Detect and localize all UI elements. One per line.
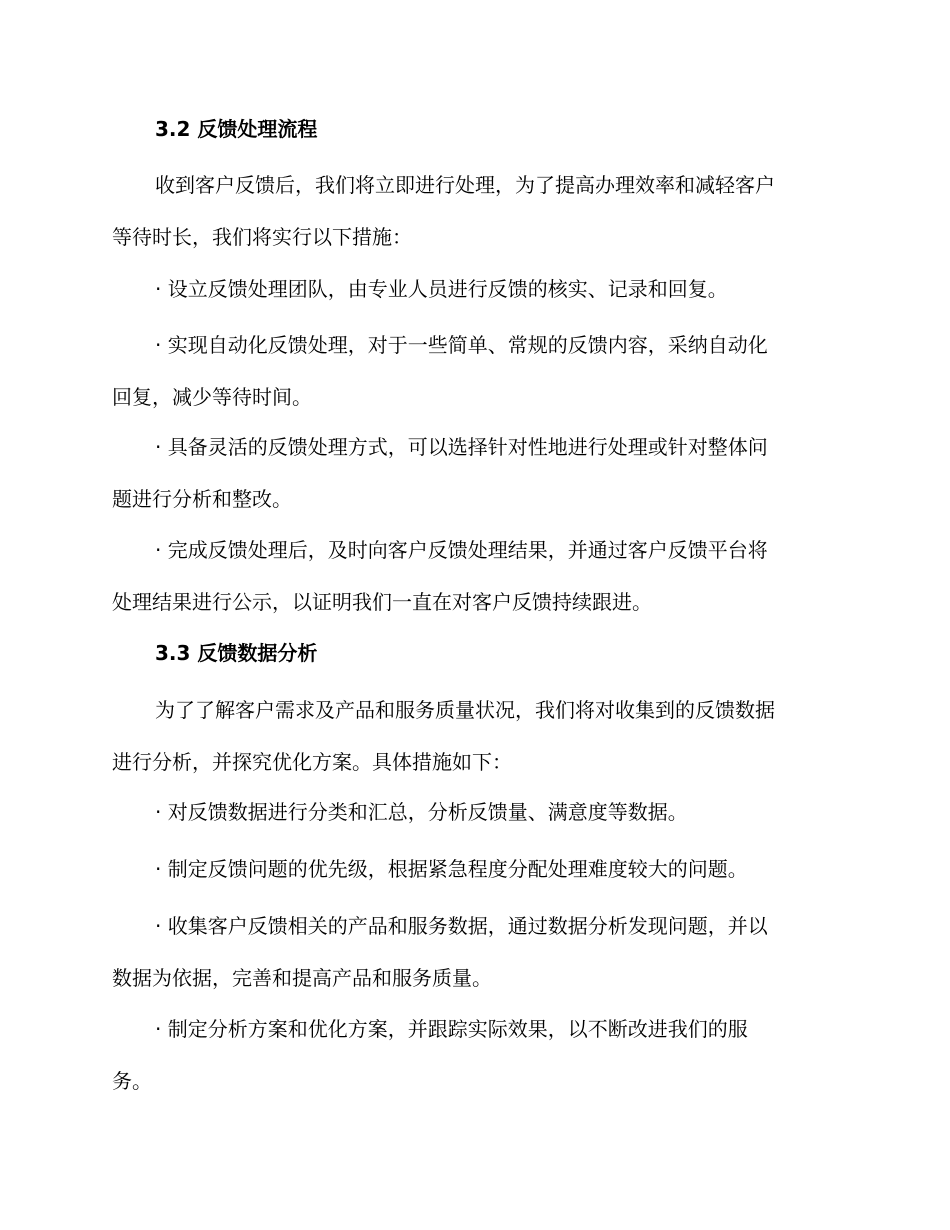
bullet-line: · 对反馈数据进行分类和汇总，分析反馈量、满意度等数据。	[155, 800, 688, 824]
bullet-line: · 收集客户反馈相关的产品和服务数据，通过数据分析发现问题，并以	[155, 914, 768, 938]
bullet-item	[112, 1003, 837, 1107]
bullet-line: · 制定反馈问题的优先级，根据紧急程度分配处理难度较大的问题。	[155, 857, 748, 881]
bullet-line: · 实现自动化反馈处理，对于一些简单、常规的反馈内容，采纳自动化	[155, 333, 768, 357]
bullet-line: 数据为依据，完善和提高产品和服务质量。	[112, 966, 492, 990]
bullet-item	[112, 843, 837, 895]
bullet-item	[112, 319, 837, 423]
bullet-line: 回复，减少等待时间。	[112, 385, 312, 409]
paragraph-line: 进行分析，并探究优化方案。具体措施如下：	[112, 750, 512, 774]
bullet-item	[112, 263, 837, 315]
bullet-line: · 具备灵活的反馈处理方式，可以选择针对性地进行处理或针对整体问	[155, 435, 768, 459]
bullet-line: 题进行分析和整改。	[112, 487, 292, 511]
bullet-line: · 设立反馈处理团队，由专业人员进行反馈的核实、记录和回复。	[155, 277, 728, 301]
intro-paragraph	[112, 159, 837, 263]
bullet-item	[112, 786, 837, 838]
heading-text: 3.2 反馈处理流程	[155, 117, 318, 141]
paragraph-line: 等待时长，我们将实行以下措施：	[112, 225, 412, 249]
bullet-item	[112, 524, 837, 628]
bullet-line: · 完成反馈处理后，及时向客户反馈处理结果，并通过客户反馈平台将	[155, 538, 768, 562]
intro-paragraph	[112, 684, 837, 788]
bullet-line: · 制定分析方案和优化方案，并跟踪实际效果，以不断改进我们的服	[155, 1017, 748, 1041]
bullet-line: 处理结果进行公示，以证明我们一直在对客户反馈持续跟进。	[112, 590, 652, 614]
section-heading	[112, 627, 837, 679]
paragraph-line: 收到客户反馈后，我们将立即进行处理，为了提高办理效率和减轻客户	[155, 173, 775, 197]
paragraph-line: 为了了解客户需求及产品和服务质量状况，我们将对收集到的反馈数据	[155, 698, 775, 722]
heading-text: 3.3 反馈数据分析	[155, 641, 318, 665]
bullet-line: 务。	[112, 1069, 152, 1093]
bullet-item	[112, 421, 837, 525]
bullet-item	[112, 900, 837, 1004]
section-heading	[112, 103, 837, 155]
